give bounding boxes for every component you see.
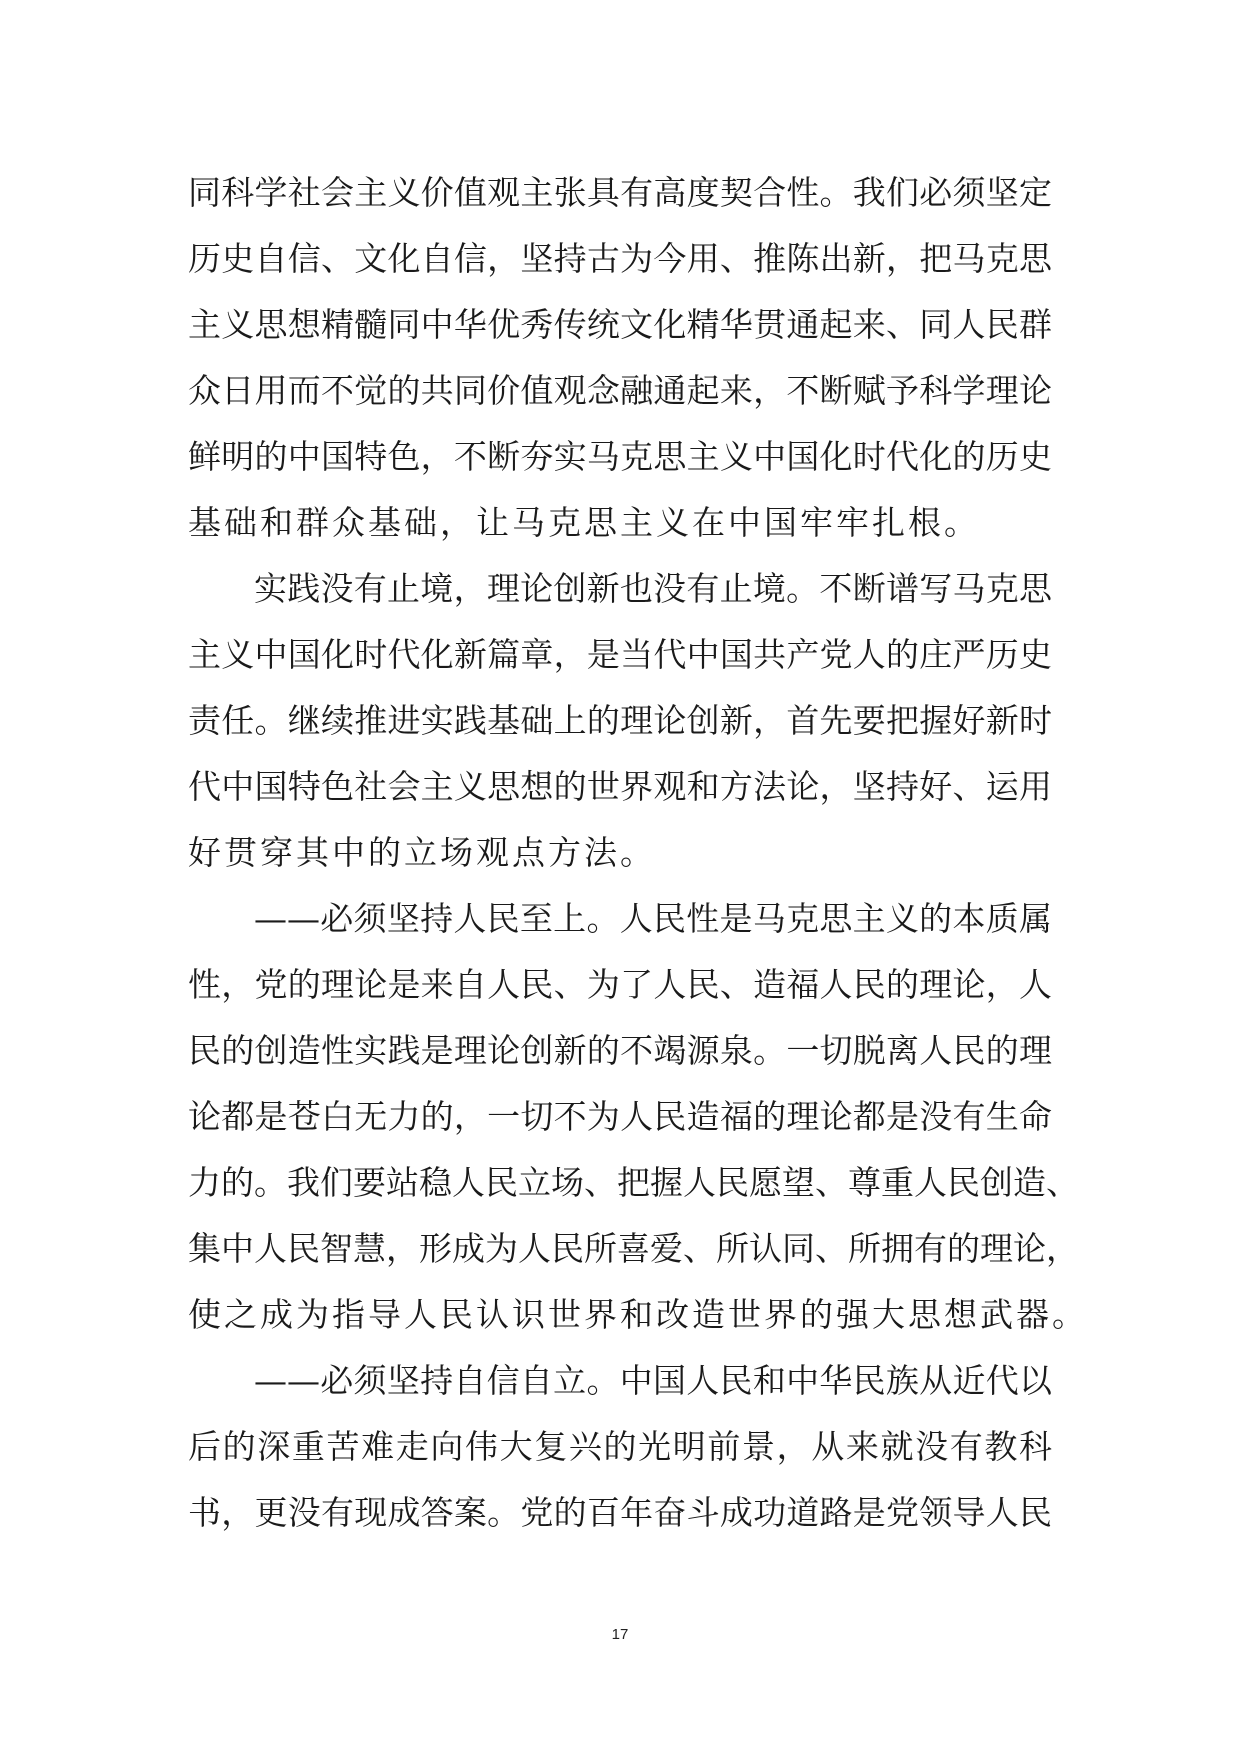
paragraph-first-line: 实践没有止境，理论创新也没有止境。不断谱写马克思 (254, 569, 1052, 608)
text-line: 众日用而不觉的共同价值观念融通起来，不断赋予科学理论 (188, 371, 1052, 410)
text-line: 书，更没有现成答案。党的百年奋斗成功道路是党领导人民 (188, 1493, 1052, 1532)
text-line: 历史自信、文化自信，坚持古为今用、推陈出新，把马克思 (188, 239, 1052, 278)
paragraph-first-line: ——必须坚持自信自立。中国人民和中华民族从近代以 (254, 1361, 1052, 1400)
body-text (188, 160, 1088, 1546)
text-line: 力的。我们要站稳人民立场、把握人民愿望、尊重人民创造、 (188, 1163, 1079, 1202)
text-line: 主义思想精髓同中华优秀传统文化精华贯通起来、同人民群 (188, 305, 1052, 344)
text-line: 民的创造性实践是理论创新的不竭源泉。一切脱离人民的理 (188, 1031, 1052, 1070)
text-line: 责任。继续推进实践基础上的理论创新，首先要把握好新时 (188, 701, 1052, 740)
page-number: 17 (611, 1626, 629, 1643)
text-line: 主义中国化时代化新篇章，是当代中国共产党人的庄严历史 (188, 635, 1052, 674)
text-line: 后的深重苦难走向伟大复兴的光明前景，从来就没有教科 (188, 1427, 1052, 1466)
text-line: 好贯穿其中的立场观点方法。 (188, 833, 656, 872)
text-line: 性，党的理论是来自人民、为了人民、造福人民的理论，人 (188, 965, 1052, 1004)
text-line: 论都是苍白无力的，一切不为人民造福的理论都是没有生命 (188, 1097, 1052, 1136)
paragraph-first-line: ——必须坚持人民至上。人民性是马克思主义的本质属 (254, 899, 1052, 938)
text-line: 鲜明的中国特色，不断夯实马克思主义中国化时代化的历史 (188, 437, 1052, 476)
text-line: 基础和群众基础，让马克思主义在中国牢牢扎根。 (188, 503, 980, 542)
text-line: 集中人民智慧，形成为人民所喜爱、所认同、所拥有的理论， (188, 1229, 1079, 1268)
text-line: 代中国特色社会主义思想的世界观和方法论，坚持好、运用 (188, 767, 1052, 806)
text-line: 使之成为指导人民认识世界和改造世界的强大思想武器。 (188, 1295, 1088, 1334)
text-line: 同科学社会主义价值观主张具有高度契合性。我们必须坚定 (188, 173, 1052, 212)
